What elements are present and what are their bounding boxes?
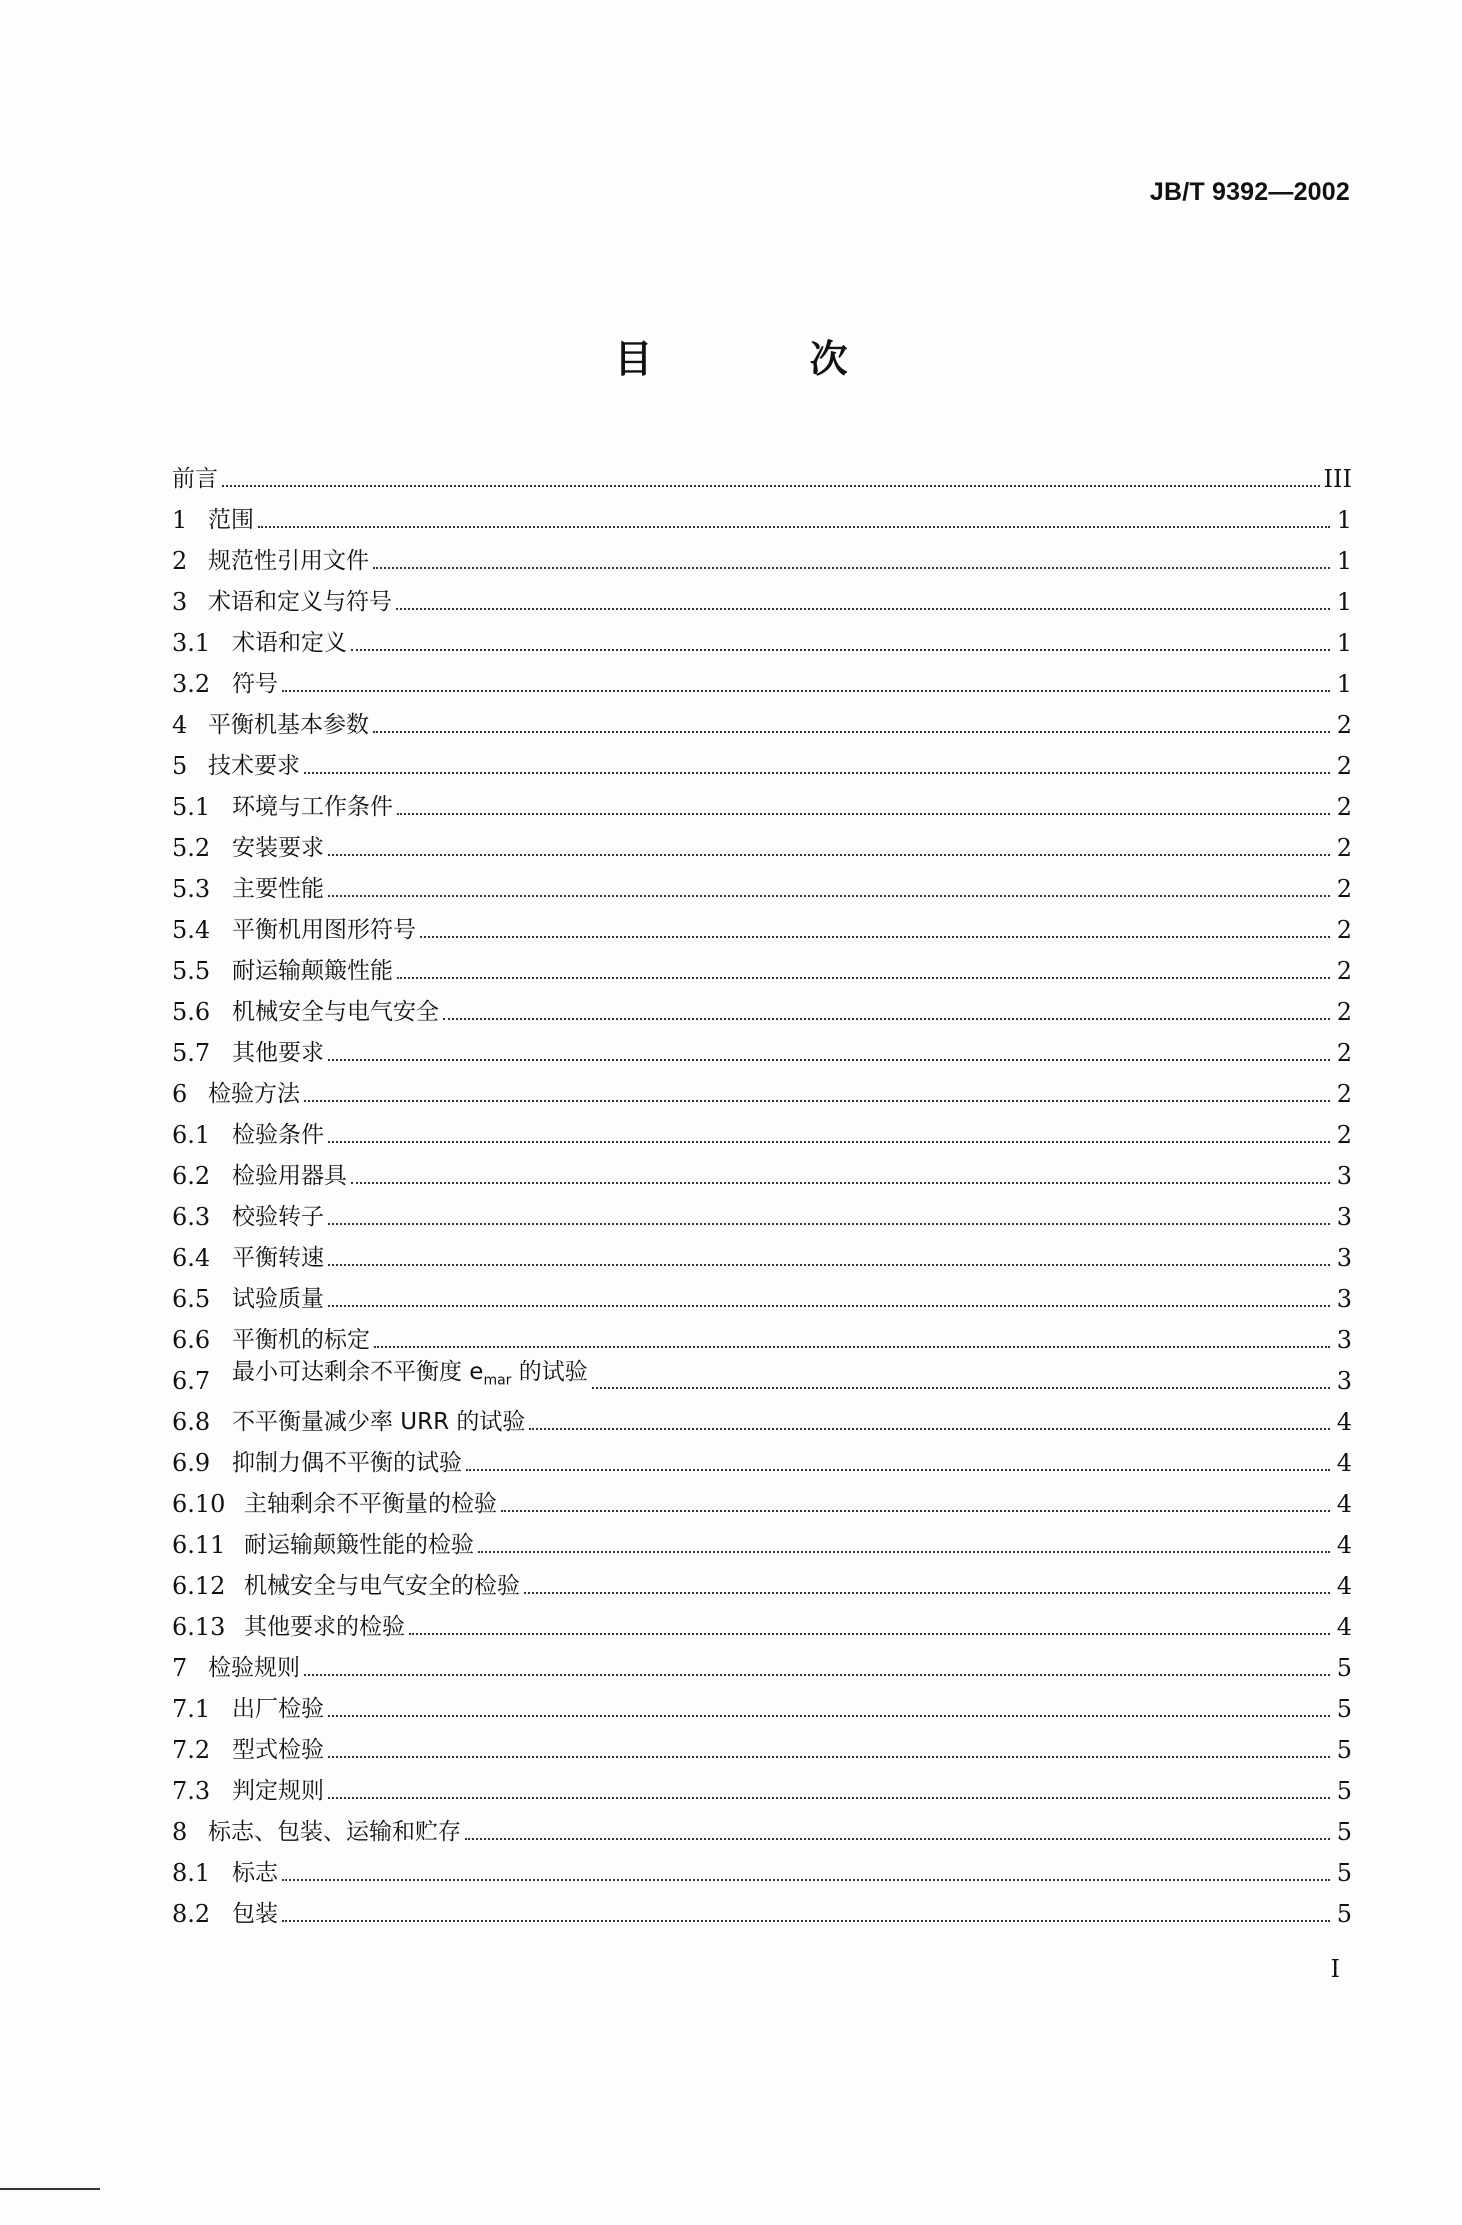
toc-entry-title: 出厂检验 <box>232 1696 324 1722</box>
dot-leader <box>304 771 1330 774</box>
toc-entry[interactable] <box>172 1231 1352 1272</box>
toc-entry-number: 5.2 <box>172 834 211 862</box>
dot-leader <box>282 1919 1330 1922</box>
toc-entry-page: 2 <box>1336 1039 1352 1067</box>
toc-entry-number: 3.2 <box>172 670 211 698</box>
toc-entry[interactable] <box>172 985 1352 1026</box>
toc-entry-title: 术语和定义 <box>232 630 347 656</box>
toc-entry[interactable] <box>172 1026 1352 1067</box>
toc-entry-page: 4 <box>1336 1531 1352 1559</box>
toc-entry-page: 3 <box>1336 1326 1352 1354</box>
toc-entry[interactable] <box>172 698 1352 739</box>
toc-entry-page: 2 <box>1336 998 1352 1026</box>
toc-entry-number: 5 <box>172 752 188 780</box>
toc-entry-number: 8 <box>172 1818 188 1846</box>
toc-entry-number: 5.5 <box>172 957 211 985</box>
dot-leader <box>304 1673 1330 1676</box>
toc-entry-number: 7 <box>172 1654 188 1682</box>
toc-entry-page: 2 <box>1336 752 1352 780</box>
dot-leader <box>328 1222 1330 1225</box>
dot-leader <box>351 648 1330 651</box>
toc-entry[interactable] <box>172 1846 1352 1887</box>
toc-entry-page: 4 <box>1336 1490 1352 1518</box>
toc-entry-page: 2 <box>1336 957 1352 985</box>
toc-entry-number: 7.1 <box>172 1695 211 1723</box>
toc-entry-number: 5.3 <box>172 875 211 903</box>
dot-leader <box>282 689 1330 692</box>
dot-leader <box>328 1263 1330 1266</box>
toc-entry-title: 标志、包装、运输和贮存 <box>208 1819 461 1845</box>
toc-entry-number: 6.13 <box>172 1613 226 1641</box>
dot-leader <box>328 853 1330 856</box>
toc-entry-title-part: 的试验 <box>511 1359 588 1386</box>
toc-entry[interactable] <box>172 944 1352 985</box>
toc-entry-page: 2 <box>1336 711 1352 739</box>
toc-entry-title: 安装要求 <box>232 835 324 861</box>
dot-leader <box>328 1058 1330 1061</box>
toc-entry-page: 5 <box>1336 1777 1352 1805</box>
toc-entry-title: 规范性引用文件 <box>208 548 369 574</box>
toc-entry[interactable] <box>172 1518 1352 1559</box>
toc-entry-title: 环境与工作条件 <box>232 794 393 820</box>
toc-entry-page: 1 <box>1336 506 1352 534</box>
dot-leader <box>282 1878 1330 1881</box>
dot-leader <box>524 1591 1330 1594</box>
toc-entry-page: 3 <box>1336 1203 1352 1231</box>
toc-entry-number: 5.1 <box>172 793 211 821</box>
toc-entry[interactable] <box>172 862 1352 903</box>
toc-entry-page: 3 <box>1336 1244 1352 1272</box>
toc-entry-title: 判定规则 <box>232 1778 324 1804</box>
toc-entry-page: 5 <box>1336 1859 1352 1887</box>
toc-entry-page: 5 <box>1336 1695 1352 1723</box>
toc-entry-number: 5.6 <box>172 998 211 1026</box>
dot-leader <box>373 566 1330 569</box>
dot-leader <box>328 1714 1330 1717</box>
toc-entry[interactable] <box>172 1436 1352 1477</box>
toc-entry-page: 3 <box>1336 1162 1352 1190</box>
toc-entry-page: 4 <box>1336 1613 1352 1641</box>
toc-entry-page: 4 <box>1336 1408 1352 1436</box>
toc-entry-title: 其他要求 <box>232 1040 324 1066</box>
toc-entry[interactable] <box>172 534 1352 575</box>
toc-entry-title: 检验方法 <box>208 1081 300 1107</box>
toc-entry-number: 7.2 <box>172 1736 211 1764</box>
toc-entry-number: 8.1 <box>172 1859 211 1887</box>
toc-entry-page: 5 <box>1336 1736 1352 1764</box>
dot-leader <box>304 1099 1330 1102</box>
table-of-contents <box>172 452 1352 1928</box>
toc-entry-title: 平衡转速 <box>232 1245 324 1271</box>
page-title: 目 次 <box>614 337 920 381</box>
toc-entry[interactable] <box>172 1682 1352 1723</box>
toc-entry-page: 1 <box>1336 588 1352 616</box>
toc-entry-title: 机械安全与电气安全 <box>232 999 439 1025</box>
toc-entry-number: 3.1 <box>172 629 211 657</box>
toc-entry-page: 5 <box>1336 1818 1352 1846</box>
toc-entry-page: 2 <box>1336 834 1352 862</box>
toc-entry-number: 3 <box>172 588 188 616</box>
toc-entry-page: 5 <box>1336 1654 1352 1682</box>
dot-leader <box>351 1181 1330 1184</box>
document-code: JB/T 9392—2002 <box>1149 178 1350 206</box>
toc-entry-title-part: 最小可达剩余不平衡度 e <box>232 1359 484 1386</box>
toc-entry-number: 6.8 <box>172 1408 211 1436</box>
toc-entry-page: 5 <box>1336 1900 1352 1928</box>
toc-entry-title: 主轴剩余不平衡量的检验 <box>244 1491 497 1517</box>
toc-entry-page: 2 <box>1336 1121 1352 1149</box>
scan-artifact-line <box>0 2188 100 2190</box>
dot-leader <box>420 935 1330 938</box>
toc-entry-page: 2 <box>1336 793 1352 821</box>
toc-entry-title: 符号 <box>232 671 278 697</box>
toc-entry-title: 不平衡量减少率 URR 的试验 <box>232 1409 526 1435</box>
dot-leader <box>373 730 1330 733</box>
toc-entry[interactable] <box>172 1477 1352 1518</box>
toc-entry-page: 1 <box>1336 629 1352 657</box>
toc-entry-subscript: mar <box>483 1373 512 1389</box>
toc-entry-title: 前言 <box>172 466 218 492</box>
dot-leader <box>478 1550 1330 1553</box>
dot-leader <box>397 812 1330 815</box>
toc-entry[interactable] <box>172 493 1352 534</box>
toc-entry-number: 6.3 <box>172 1203 211 1231</box>
toc-entry[interactable] <box>172 1067 1352 1108</box>
toc-entry-page: 1 <box>1336 547 1352 575</box>
toc-entry-number: 4 <box>172 711 188 739</box>
toc-entry-number: 8.2 <box>172 1900 211 1928</box>
toc-entry[interactable] <box>172 821 1352 862</box>
toc-entry-number: 6.11 <box>172 1531 226 1559</box>
toc-entry-page: 2 <box>1336 875 1352 903</box>
toc-entry-title: 检验条件 <box>232 1122 324 1148</box>
toc-entry-number: 6.6 <box>172 1326 211 1354</box>
toc-entry-number: 6.12 <box>172 1572 226 1600</box>
dot-leader <box>592 1386 1330 1389</box>
toc-entry[interactable] <box>172 1641 1352 1682</box>
toc-entry-title: 检验用器具 <box>232 1163 347 1189</box>
toc-entry-title: 平衡机基本参数 <box>208 712 369 738</box>
toc-entry-page: 2 <box>1336 1080 1352 1108</box>
toc-entry-title: 术语和定义与符号 <box>208 589 392 615</box>
toc-entry-page: 1 <box>1336 670 1352 698</box>
toc-entry-number: 6.5 <box>172 1285 211 1313</box>
toc-entry[interactable] <box>172 1764 1352 1805</box>
toc-entry-title: 平衡机的标定 <box>232 1327 370 1353</box>
toc-entry-number: 6.2 <box>172 1162 211 1190</box>
toc-entry-title: 包装 <box>232 1901 278 1927</box>
toc-entry-page: 3 <box>1336 1285 1352 1313</box>
toc-entry-title: 标志 <box>232 1860 278 1886</box>
toc-entry[interactable] <box>172 1805 1352 1846</box>
dot-leader <box>258 525 1330 528</box>
page-number: I <box>1330 1955 1340 1983</box>
toc-entry-number: 6.1 <box>172 1121 211 1149</box>
toc-entry-title <box>232 1358 588 1395</box>
dot-leader <box>529 1427 1330 1430</box>
toc-entry-title: 平衡机用图形符号 <box>232 917 416 943</box>
dot-leader <box>396 607 1330 610</box>
toc-entry[interactable] <box>172 1313 1352 1354</box>
toc-entry-title: 范围 <box>208 507 254 533</box>
dot-leader <box>501 1509 1330 1512</box>
toc-entry-number: 5.4 <box>172 916 211 944</box>
dot-leader <box>328 1140 1330 1143</box>
dot-leader <box>374 1345 1330 1348</box>
toc-entry-title: 耐运输颠簸性能 <box>232 958 393 984</box>
toc-entry[interactable] <box>172 1272 1352 1313</box>
toc-entry[interactable] <box>172 1190 1352 1231</box>
toc-entry-number: 6.9 <box>172 1449 211 1477</box>
dot-leader <box>328 894 1330 897</box>
toc-entry[interactable] <box>172 452 1352 493</box>
dot-leader <box>222 484 1320 487</box>
toc-entry[interactable] <box>172 1887 1352 1928</box>
toc-entry-page: 4 <box>1336 1449 1352 1477</box>
toc-entry[interactable] <box>172 903 1352 944</box>
toc-entry[interactable] <box>172 1723 1352 1764</box>
dot-leader <box>465 1837 1330 1840</box>
dot-leader <box>328 1796 1330 1799</box>
toc-entry[interactable] <box>172 616 1352 657</box>
toc-entry[interactable] <box>172 657 1352 698</box>
toc-entry[interactable] <box>172 780 1352 821</box>
toc-entry-title: 耐运输颠簸性能的检验 <box>244 1532 474 1558</box>
toc-entry-page: 4 <box>1336 1572 1352 1600</box>
toc-entry[interactable] <box>172 1559 1352 1600</box>
toc-entry-page: 3 <box>1336 1367 1352 1395</box>
toc-entry-title: 技术要求 <box>208 753 300 779</box>
toc-entry-page: 2 <box>1336 916 1352 944</box>
toc-entry-number: 1 <box>172 506 188 534</box>
dot-leader <box>397 976 1330 979</box>
toc-entry[interactable] <box>172 1600 1352 1641</box>
toc-entry-number: 2 <box>172 547 188 575</box>
toc-entry-page: III <box>1323 465 1352 493</box>
toc-entry-title: 抑制力偶不平衡的试验 <box>232 1450 462 1476</box>
toc-entry[interactable] <box>172 1395 1352 1436</box>
dot-leader <box>328 1304 1330 1307</box>
toc-entry[interactable] <box>172 575 1352 616</box>
toc-entry-number: 6.10 <box>172 1490 226 1518</box>
toc-entry[interactable] <box>172 1108 1352 1149</box>
toc-entry-title: 型式检验 <box>232 1737 324 1763</box>
toc-entry-title: 试验质量 <box>232 1286 324 1312</box>
toc-entry-number: 6 <box>172 1080 188 1108</box>
toc-entry-title: 其他要求的检验 <box>244 1614 405 1640</box>
dot-leader <box>409 1632 1330 1635</box>
toc-entry-title: 机械安全与电气安全的检验 <box>244 1573 520 1599</box>
toc-entry-number: 6.7 <box>172 1367 211 1395</box>
toc-entry[interactable] <box>172 1149 1352 1190</box>
dot-leader <box>466 1468 1330 1471</box>
toc-entry[interactable] <box>172 739 1352 780</box>
toc-entry[interactable] <box>172 1354 1352 1395</box>
toc-entry-number: 7.3 <box>172 1777 211 1805</box>
toc-entry-title: 检验规则 <box>208 1655 300 1681</box>
dot-leader <box>443 1017 1330 1020</box>
dot-leader <box>328 1755 1330 1758</box>
toc-entry-title: 校验转子 <box>232 1204 324 1230</box>
toc-entry-number: 5.7 <box>172 1039 211 1067</box>
toc-entry-title: 主要性能 <box>232 876 324 902</box>
toc-entry-number: 6.4 <box>172 1244 211 1272</box>
